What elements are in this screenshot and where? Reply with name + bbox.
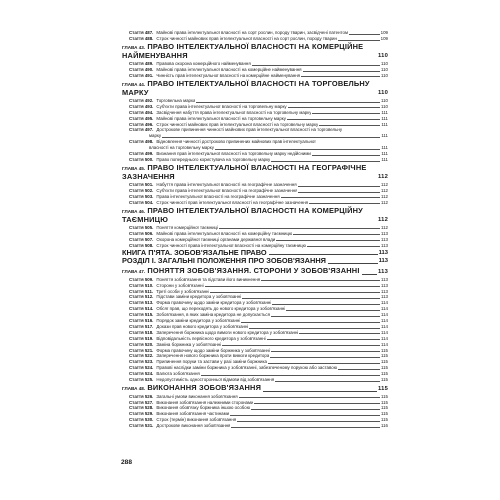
- article-label: Стаття 491.: [129, 72, 154, 78]
- article-title: Валюта зобов'язання: [156, 371, 200, 377]
- page-ref: 111: [381, 109, 388, 115]
- page-ref: 115: [381, 399, 388, 405]
- article-title: Виконання зобов'язання частинами: [156, 411, 230, 417]
- article-title: Виконання обов'язку боржника іншою особою: [156, 405, 251, 411]
- page-ref: 110: [378, 53, 388, 60]
- page-ref: 113: [381, 276, 388, 282]
- page-ref: 111: [381, 145, 388, 151]
- chapter-title-block: [122, 267, 360, 277]
- dot-leader: [196, 102, 380, 103]
- dot-leader: [349, 34, 380, 35]
- part-title: РОЗДІЛ І. ЗАГАЛЬНІ ПОЛОЖЕННЯ ПРО ЗОБОВ'ЯЗАННЯ: [122, 256, 326, 266]
- article-label: Стаття 515.: [129, 312, 154, 318]
- page-ref: 111: [381, 156, 388, 162]
- article-label: Стаття 490.: [129, 66, 154, 72]
- article-label: Стаття 495.: [129, 115, 154, 121]
- page-ref: 114: [381, 329, 388, 335]
- chapter-row: [122, 164, 388, 182]
- article-label: Стаття 496.: [129, 121, 154, 127]
- article-title: марку: [149, 133, 162, 139]
- page-ref: 113: [378, 249, 388, 256]
- article-title: Строк чинності прав інтелектуальної власності на географічне зазначення: [156, 199, 309, 205]
- article-title: Строк чинності майнових прав інтелектуальної власності на торговельну марку: [156, 121, 319, 127]
- dot-leader: [162, 137, 380, 138]
- dot-leader: [312, 155, 381, 156]
- article-label: Стаття 488.: [129, 35, 154, 41]
- dot-leader: [307, 246, 380, 247]
- table-of-contents: [122, 30, 388, 429]
- page-ref: 115: [381, 405, 388, 411]
- article-title: Треті особи у зобов'язанні: [156, 288, 210, 294]
- dot-leader: [272, 304, 380, 305]
- toc-part-heading: [122, 257, 388, 266]
- chapter-title: ВИКОНАННЯ ЗОБОВ'ЯЗАННЯ: [147, 383, 262, 392]
- dot-leader: [268, 363, 380, 364]
- article-label: Стаття 500.: [129, 156, 154, 162]
- article-title: Заперечення нового боржника проти вимоги кредитора: [156, 353, 270, 359]
- article-title: Майнові права інтелектуальної власності на торговельну марку: [156, 115, 286, 121]
- page-ref: 113: [381, 294, 388, 300]
- dot-leader: [222, 345, 380, 346]
- page-ref: 113: [381, 236, 388, 242]
- article-title: Майнові права інтелектуальної власності на комерційне найменування: [156, 66, 302, 72]
- page-ref: 115: [381, 359, 388, 365]
- chapter-number: ГЛАВА 43.: [122, 44, 146, 50]
- article-title: Підстави заміни кредитора у зобов'язанні: [156, 294, 242, 300]
- dot-leader: [270, 357, 380, 358]
- article-label: Стаття 511.: [129, 288, 154, 294]
- dot-leader: [338, 40, 380, 41]
- article-label: Стаття 531.: [129, 423, 154, 429]
- article-title: Визнання прав інтелектуальної власності на торговельну марку недійсними: [156, 151, 311, 157]
- article-label: Стаття 507.: [129, 236, 154, 242]
- dot-leader: [312, 113, 380, 114]
- page-ref: 113: [378, 258, 388, 265]
- page-ref: 113: [378, 269, 388, 276]
- chapter-row: [122, 384, 388, 394]
- dot-leader: [281, 197, 380, 198]
- page-ref: 114: [381, 318, 388, 324]
- page-ref: 112: [378, 217, 388, 224]
- page-ref: 111: [381, 133, 388, 139]
- page-ref: 115: [381, 411, 388, 417]
- dot-leader: [328, 263, 378, 264]
- chapter-title-block: [122, 207, 375, 225]
- page-ref: 116: [381, 423, 388, 429]
- article-label: Стаття 529.: [129, 411, 154, 417]
- dot-leader: [271, 316, 380, 317]
- dot-leader: [219, 228, 380, 229]
- article-label: Стаття 519.: [129, 335, 154, 341]
- chapter-title: ПРАВО ІНТЕЛЕКТУАЛЬНОЇ ВЛАСНОСТІ НА КОМЕРЦІЙНУ ТАЄМНИЦЮ: [122, 205, 363, 225]
- chapter-title-block: [122, 80, 375, 98]
- article-title: Торговельна марка: [156, 97, 196, 103]
- dot-leader: [338, 369, 380, 370]
- chapter-row: [122, 267, 388, 277]
- article-label: Стаття 499.: [129, 151, 154, 157]
- article-label: Стаття 527.: [129, 399, 154, 405]
- page-ref: 114: [381, 306, 388, 312]
- page-ref: 115: [381, 371, 388, 377]
- dot-leader: [231, 427, 380, 428]
- page-ref: 111: [381, 115, 388, 121]
- dot-leader: [275, 381, 380, 382]
- page-ref: 114: [381, 323, 388, 329]
- article-label: Стаття 487.: [129, 30, 154, 35]
- page-ref: 114: [381, 300, 388, 306]
- page-ref: 111: [381, 151, 388, 157]
- dot-leader: [249, 328, 380, 329]
- dot-leader: [309, 203, 380, 204]
- article-label: Стаття 524.: [129, 371, 154, 377]
- article-title: Загальні умови виконання зобов'язання: [156, 393, 238, 399]
- article-title: Строк чинності майнових прав інтелектуальної власності на сорт рослин, породу тварин: [156, 35, 337, 41]
- page-ref: 115: [381, 417, 388, 423]
- article-title: Набуття права інтелектуальної власності на географічне зазначення: [156, 182, 297, 188]
- article-title: Майнові права інтелектуальної власності на комерційну таємницю: [156, 230, 293, 236]
- article-title: Право попереднього користувача на торговельну марку: [156, 156, 271, 162]
- chapter-number: ГЛАВА 47.: [122, 269, 146, 275]
- article-title: Обсяг прав, що переходять до нового кредитора у зобов'язанні: [156, 306, 286, 312]
- article-title: Сторони у зобов'язанні: [156, 282, 204, 288]
- article-label: Стаття 526.: [129, 393, 154, 399]
- page-ref: 112: [378, 174, 388, 181]
- article-title: Права інтелектуальної власності на географічне зазначення: [156, 193, 280, 199]
- article-title: Форма правочину щодо заміни боржника у зобов'язанні: [156, 347, 270, 353]
- page-ref: 115: [378, 386, 388, 392]
- dot-leader: [210, 292, 380, 293]
- dot-leader: [230, 415, 380, 416]
- dot-leader: [276, 240, 380, 241]
- article-title: Заперечення боржника щодо вимоги нового кредитора у зобов'язанні: [156, 329, 299, 335]
- dot-leader: [263, 391, 377, 392]
- chapter-title: ПРАВО ІНТЕЛЕКТУАЛЬНОЇ ВЛАСНОСТІ НА ГЕОГРАФІЧНЕ ЗАЗНАЧЕННЯ: [122, 162, 367, 182]
- chapter-number: ГЛАВА 48.: [122, 386, 146, 391]
- page-ref: 112: [381, 187, 388, 193]
- article-label: Стаття 497.: [129, 127, 154, 133]
- chapter-title-block: [122, 43, 375, 61]
- chapter-row: [122, 80, 388, 98]
- article-title: Чинність прав інтелектуальної власності на комерційне найменування: [156, 72, 301, 78]
- article-label: Стаття 489.: [129, 61, 154, 66]
- page-ref: 113: [381, 230, 388, 236]
- article-label: Стаття 525.: [129, 377, 154, 383]
- dot-leader: [288, 107, 380, 108]
- article-label: Стаття 502.: [129, 187, 154, 193]
- dot-leader: [237, 421, 380, 422]
- article-label: Стаття 523.: [129, 359, 154, 365]
- page-number: 288: [121, 459, 133, 466]
- article-title: Зобов'язання, в яких заміна кредитора не допускається: [156, 312, 270, 318]
- chapter-number: ГЛАВА 44.: [122, 81, 146, 87]
- article-title: Дострокове припинення чинності майнових прав інтелектуальної власності на торговельну: [156, 127, 343, 133]
- page-ref: 113: [381, 242, 388, 248]
- dot-leader: [298, 186, 380, 187]
- article-title: Строк чинності права інтелектуальної власності на комерційну таємницю: [156, 242, 306, 248]
- article-title: Порядок заміни кредитора у зобов'язанні: [156, 318, 241, 324]
- article-title: Форма правочину щодо заміни кредитора у зобов'язанні: [156, 300, 272, 306]
- article-label: Стаття 493.: [129, 103, 154, 109]
- article-label: Стаття 514.: [129, 306, 154, 312]
- article-title: Суб'єкти права інтелектуальної власності на географічне зазначення: [156, 187, 298, 193]
- article-label: Стаття 512.: [129, 294, 154, 300]
- article-title: Суб'єкти права інтелектуальної власності на торговельну марку: [156, 103, 287, 109]
- chapter-number: ГЛАВА 45.: [122, 165, 146, 171]
- article-label: Стаття 510.: [129, 282, 154, 288]
- toc-article-row: [122, 423, 388, 429]
- page-ref: 111: [381, 121, 388, 127]
- page-ref: 109: [380, 35, 388, 41]
- page-ref: 114: [381, 341, 388, 347]
- article-title: Охорона комерційної таємниці органами державної влади: [156, 236, 276, 242]
- page-ref: 115: [381, 393, 388, 399]
- toc-chapter-heading: [122, 164, 388, 182]
- article-label: Стаття 530.: [129, 417, 154, 423]
- dot-leader: [239, 397, 380, 398]
- chapter-row: [122, 43, 388, 61]
- chapter-title: ПРАВО ІНТЕЛЕКТУАЛЬНОЇ ВЛАСНОСТІ НА ТОРГОВЕЛЬНУ МАРКУ: [122, 78, 370, 98]
- dot-leader: [303, 71, 380, 72]
- article-title: Поняття зобов'язання та підстави його виникнення: [156, 276, 261, 282]
- article-title: Недопустимість односторонньої відмови від зобов'язання: [156, 377, 275, 383]
- article-label: Стаття 508.: [129, 242, 154, 248]
- page-ref: 110: [381, 61, 388, 66]
- page-ref: 113: [381, 282, 388, 288]
- dot-leader: [254, 403, 380, 404]
- article-label: Стаття 518.: [129, 329, 154, 335]
- dot-leader: [287, 119, 380, 120]
- page-ref: 110: [378, 90, 388, 97]
- dot-leader: [251, 409, 380, 410]
- article-title: Докази прав нового кредитора у зобов'язанні: [156, 323, 249, 329]
- article-title: Відновлення чинності достроково припинених майнових прав інтелектуальної: [156, 139, 316, 145]
- page-ref: 115: [381, 377, 388, 383]
- article-title: Поняття комерційної таємниці: [156, 224, 219, 230]
- article-label: Стаття 524.: [129, 365, 154, 371]
- article-title: Майнові права інтелектуальної власності на сорт рослин, породу тварин, засвідчені патентом: [156, 30, 348, 35]
- article-label: Стаття 503.: [129, 193, 154, 199]
- dot-leader: [269, 254, 378, 255]
- dot-leader: [298, 192, 380, 193]
- page-ref: 112: [381, 193, 388, 199]
- toc-chapter-heading: [122, 207, 388, 225]
- dot-leader: [362, 274, 377, 275]
- chapter-title: ПРАВО ІНТЕЛЕКТУАЛЬНОЇ ВЛАСНОСТІ НА КОМЕРЦІЙНЕ НАЙМЕНУВАННЯ: [122, 41, 364, 61]
- page-ref: 112: [381, 224, 388, 230]
- page-ref: 110: [381, 97, 388, 103]
- toc-chapter-heading: [122, 267, 388, 277]
- page-ref: 110: [381, 72, 388, 78]
- article-title: Заміна боржника у зобов'язанні: [156, 341, 222, 347]
- article-label: Стаття 492.: [129, 97, 154, 103]
- page-ref: 112: [381, 199, 388, 205]
- article-label: Стаття 501.: [129, 182, 154, 188]
- article-label: Стаття 528.: [129, 405, 154, 411]
- chapter-title: ПОНЯТТЯ ЗОБОВ'ЯЗАННЯ. СТОРОНИ У ЗОБОВ'ЯЗАННІ: [147, 266, 360, 276]
- article-title: Правова охорона комерційного найменування: [156, 61, 251, 66]
- article-label: Стаття 520.: [129, 341, 154, 347]
- article-title: Виконання зобов'язання належними сторонами: [156, 399, 254, 405]
- article-label: Стаття 517.: [129, 323, 154, 329]
- article-title: Правові наслідки заміни боржника у зобов'язанні, забезпеченому порукою або заставою: [156, 365, 337, 371]
- article-title: Дострокове виконання зобов'язання: [156, 423, 231, 429]
- dot-leader: [293, 234, 380, 235]
- article-title: Припинення поруки та застави у разі заміни боржника: [156, 359, 267, 365]
- dot-leader: [267, 339, 380, 340]
- dot-leader: [242, 298, 380, 299]
- dot-leader: [299, 333, 380, 334]
- chapter-row: [122, 207, 388, 225]
- dot-leader: [205, 286, 380, 287]
- page-ref: 112: [381, 182, 388, 188]
- toc-chapter-heading: [122, 384, 388, 394]
- article-title: Строк (термін) виконання зобов'язання: [156, 417, 237, 423]
- article-label: Стаття 513.: [129, 300, 154, 306]
- article-label: Стаття 505.: [129, 224, 154, 230]
- page-ref: 115: [381, 353, 388, 359]
- dot-leader: [286, 310, 380, 311]
- article-label: Стаття 509.: [129, 276, 154, 282]
- article-label: Стаття 504.: [129, 199, 154, 205]
- dot-leader: [261, 280, 380, 281]
- toc-chapter-heading: [122, 43, 388, 61]
- article-label: Стаття 498.: [129, 139, 154, 145]
- article-label: Стаття 521.: [129, 347, 154, 353]
- article-label: Стаття 494.: [129, 109, 154, 115]
- toc-chapter-heading: [122, 80, 388, 98]
- page-ref: 115: [381, 365, 388, 371]
- dot-leader: [215, 149, 380, 150]
- article-label: Стаття 516.: [129, 318, 154, 324]
- page-ref: 109: [380, 30, 388, 35]
- dot-leader: [271, 161, 380, 162]
- dot-leader: [301, 76, 380, 77]
- article-label: Стаття 506.: [129, 230, 154, 236]
- dot-leader: [241, 322, 380, 323]
- page-ref: 114: [381, 312, 388, 318]
- page-ref: 110: [381, 66, 388, 72]
- chapter-number: ГЛАВА 46.: [122, 208, 146, 214]
- page-ref: 113: [381, 288, 388, 294]
- page-ref: 115: [381, 347, 388, 353]
- article-label: Стаття 522.: [129, 353, 154, 359]
- dot-leader: [271, 351, 380, 352]
- dot-leader: [319, 125, 380, 126]
- page-ref: 110: [381, 103, 388, 109]
- chapter-title-block: [122, 384, 261, 394]
- article-title: Відповідальність первісного кредитора у зобов'язанні: [156, 335, 266, 341]
- article-title: власності на торговельну марку: [149, 145, 214, 151]
- chapter-title-block: [122, 164, 375, 182]
- part-title: КНИГА П'ЯТА. ЗОБОВ'ЯЗАЛЬНЕ ПРАВО: [122, 247, 267, 257]
- page-ref: 114: [381, 335, 388, 341]
- dot-leader: [201, 375, 380, 376]
- article-title: Засвідчення набуття права інтелектуальної власності на торговельну марку: [156, 109, 312, 115]
- dot-leader: [252, 65, 380, 66]
